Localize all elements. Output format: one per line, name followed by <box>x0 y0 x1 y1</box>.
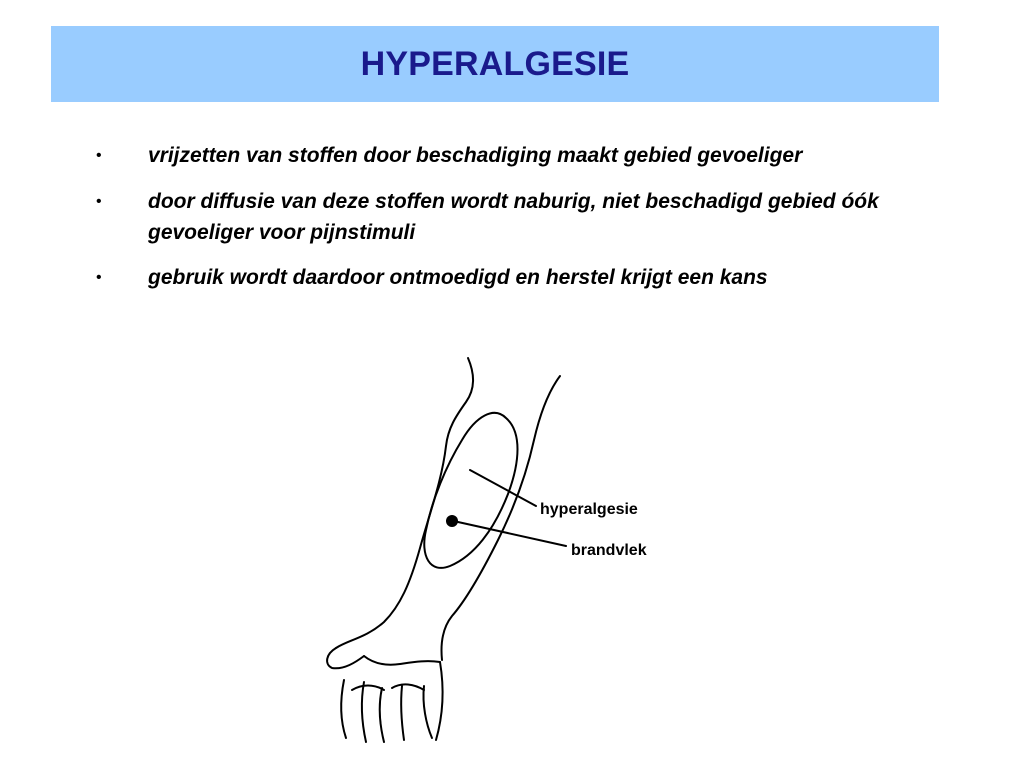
bullet-text: door diffusie van deze stoffen wordt naburig, niet beschadigd gebied óók gevoeliger voor pijnstimuli <box>148 190 879 244</box>
arm-outline-right <box>441 376 560 660</box>
thumb-outline <box>327 648 364 668</box>
finger-2 <box>362 682 366 742</box>
label-brandvlek: brandvlek <box>571 542 647 559</box>
wrist-outline <box>364 656 440 665</box>
label-hyperalgesie: hyperalgesie <box>540 501 638 518</box>
finger-6 <box>436 662 443 740</box>
arm-illustration <box>300 350 720 750</box>
bullet-marker: • <box>96 193 102 210</box>
bullet-text: gebruik wordt daardoor ontmoedigd en herstel krijgt een kans <box>148 266 768 289</box>
pointer-hyperalgesie <box>470 470 536 506</box>
bullet-marker: • <box>96 269 102 286</box>
bullet-item <box>92 186 972 248</box>
arm-outline-left <box>336 358 473 648</box>
bullet-item <box>92 140 972 172</box>
arm-drawing <box>300 350 720 750</box>
bullet-text: vrijzetten van stoffen door beschadiging maakt gebied gevoeliger <box>148 144 803 167</box>
bullet-item <box>92 262 972 294</box>
finger-3 <box>380 688 384 742</box>
finger-1 <box>341 680 346 738</box>
bullet-list <box>92 140 972 308</box>
pointer-brandvlek <box>458 522 566 546</box>
bullet-marker: • <box>96 147 102 164</box>
finger-5 <box>423 686 432 738</box>
finger-4 <box>401 686 404 740</box>
title-bar <box>51 26 939 102</box>
hyperalgesia-area <box>424 413 517 568</box>
slide-title: HYPERALGESIE <box>360 44 630 83</box>
burn-spot <box>446 515 458 527</box>
